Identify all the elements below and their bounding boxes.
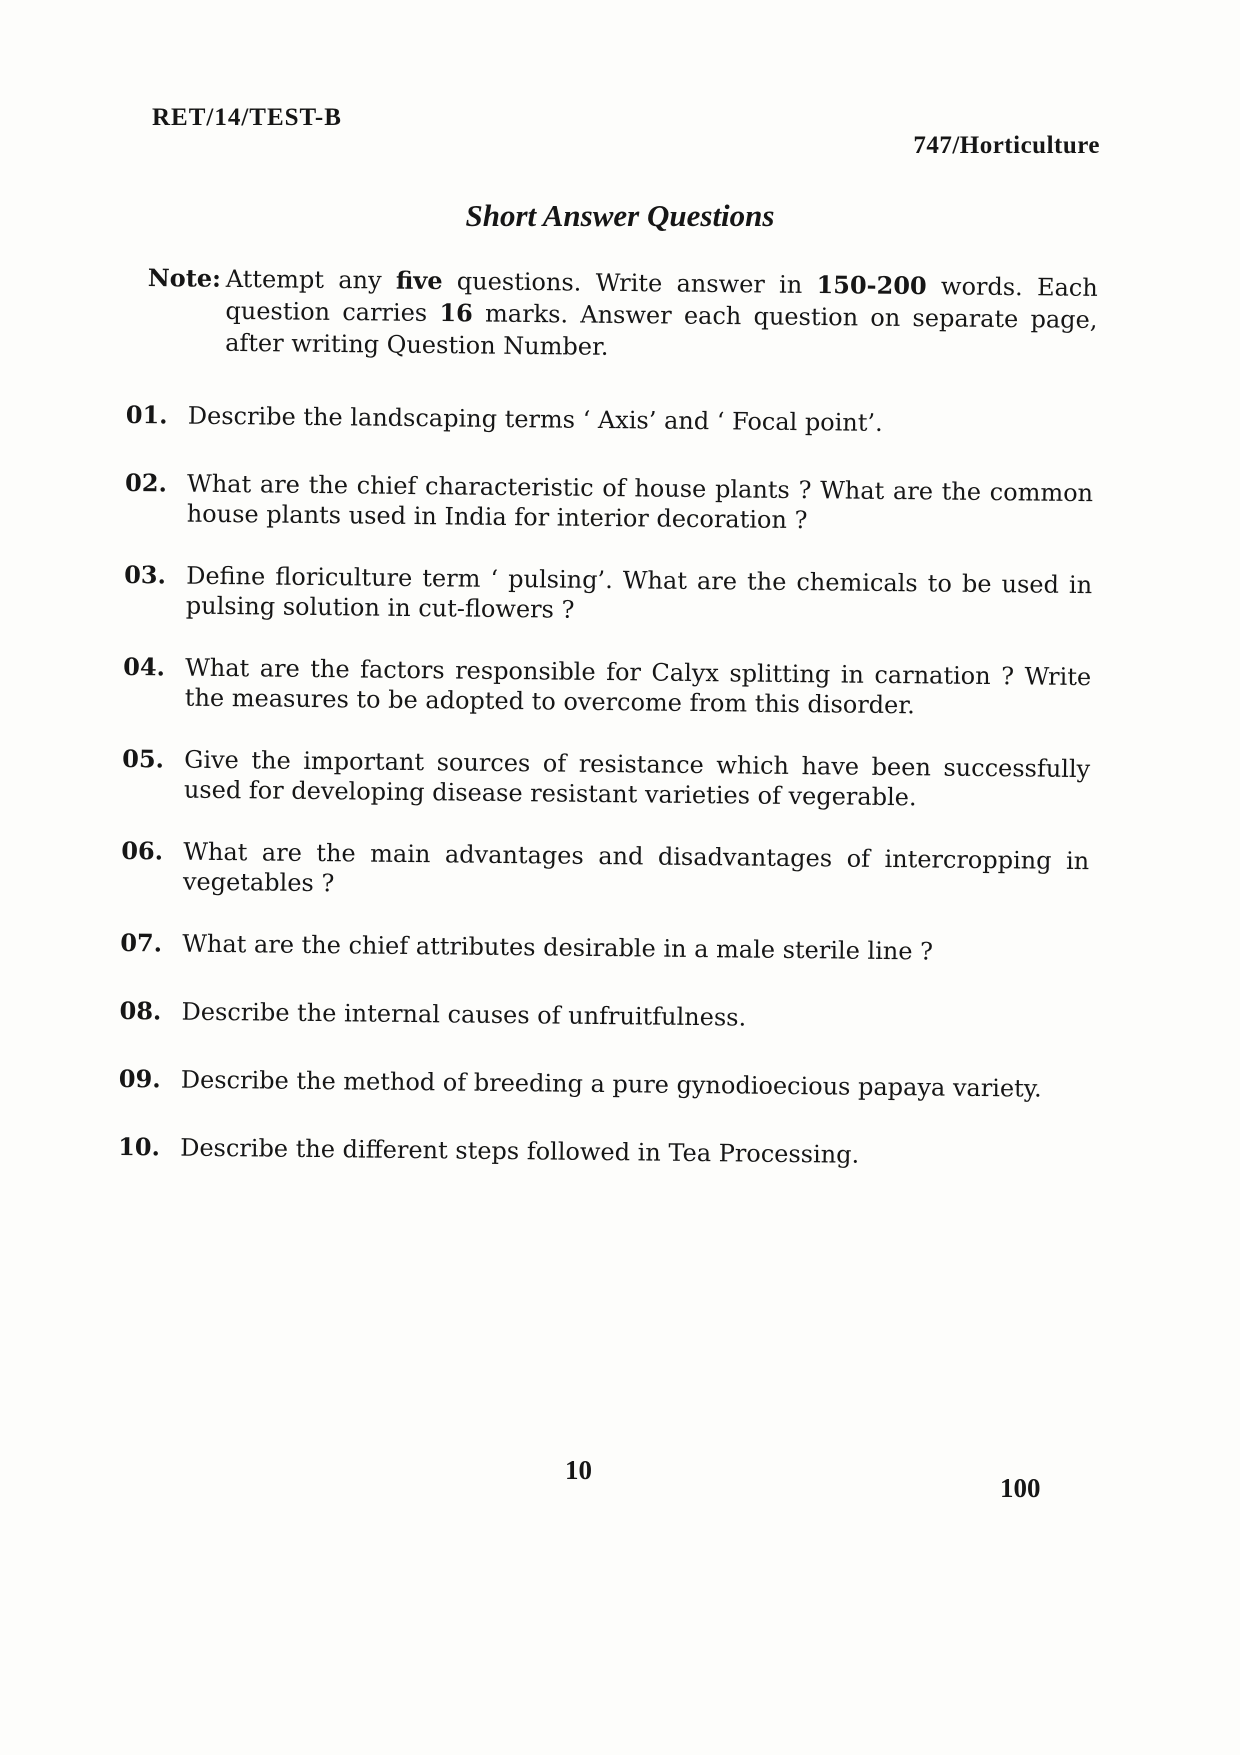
question-item — [119, 1064, 1087, 1104]
question-number: 07. — [120, 927, 163, 958]
question-text: Give the important sources of resistance which have been successfully used for developing disease resistant varieties of vegerable. — [183, 745, 1091, 812]
instructions-note — [147, 262, 1098, 368]
question-item — [120, 928, 1088, 968]
question-item — [126, 400, 1094, 440]
question-text: Define floriculture term ‘ pulsing’. What are the chemicals to be used in pulsing solution in cut-flowers ? — [185, 561, 1093, 624]
question-item — [123, 652, 1092, 722]
question-number: 10. — [118, 1131, 161, 1162]
section-title: Short Answer Questions — [465, 198, 775, 233]
question-text: What are the factors responsible for Calyx splitting in carnation ? Write the measures to be adopted to overcome from this disorder. — [184, 653, 1092, 720]
question-number: 08. — [119, 995, 162, 1026]
question-item — [124, 560, 1093, 630]
question-item — [122, 744, 1091, 814]
question-number: 02. — [124, 467, 168, 498]
question-text: What are the chief characteristic of house plants ? What are the common house plants used in India for interior decoration ? — [186, 469, 1094, 535]
question-item — [121, 836, 1090, 906]
question-item — [125, 468, 1094, 538]
question-text: What are the main advantages and disadvantages of intercropping in vegetables ? — [182, 837, 1090, 898]
question-text: Describe the internal causes of unfruitfulness. — [181, 997, 747, 1032]
note-label: Note: — [147, 262, 222, 293]
question-number: 04. — [123, 651, 166, 682]
question-number: 03. — [124, 559, 167, 590]
test-code: RET/14/TEST-B — [152, 104, 342, 131]
question-number: 01. — [125, 400, 168, 430]
note-word-range: 150-200 — [816, 270, 927, 301]
subject-code: 747/Horticulture — [913, 132, 1100, 159]
footer-code: 100 — [1000, 1473, 1041, 1503]
note-count: five — [395, 265, 443, 296]
question-text: Describe the landscaping terms ‘ Axis’ and ‘ Focal point’. — [187, 401, 883, 437]
question-list — [118, 400, 1094, 1169]
question-text: Describe the method of breeding a pure gynodioecious papaya variety. — [180, 1065, 1042, 1103]
note-marks: 16 — [439, 298, 473, 328]
question-text: Describe the different steps followed in Tea Processing. — [180, 1133, 860, 1169]
question-number: 06. — [121, 835, 164, 866]
question-item — [119, 996, 1087, 1036]
page-number: 10 — [565, 1455, 592, 1485]
question-text: What are the chief attributes desirable in a male sterile line ? — [182, 929, 934, 966]
question-number: 05. — [122, 743, 165, 774]
question-item — [118, 1132, 1086, 1172]
note-text: Attempt any five questions. Write answer in 150-200 words. Each question carries 16 marks. Answer each question on separate page, after writing Question Number. — [225, 264, 1098, 361]
question-number: 09. — [118, 1063, 161, 1094]
